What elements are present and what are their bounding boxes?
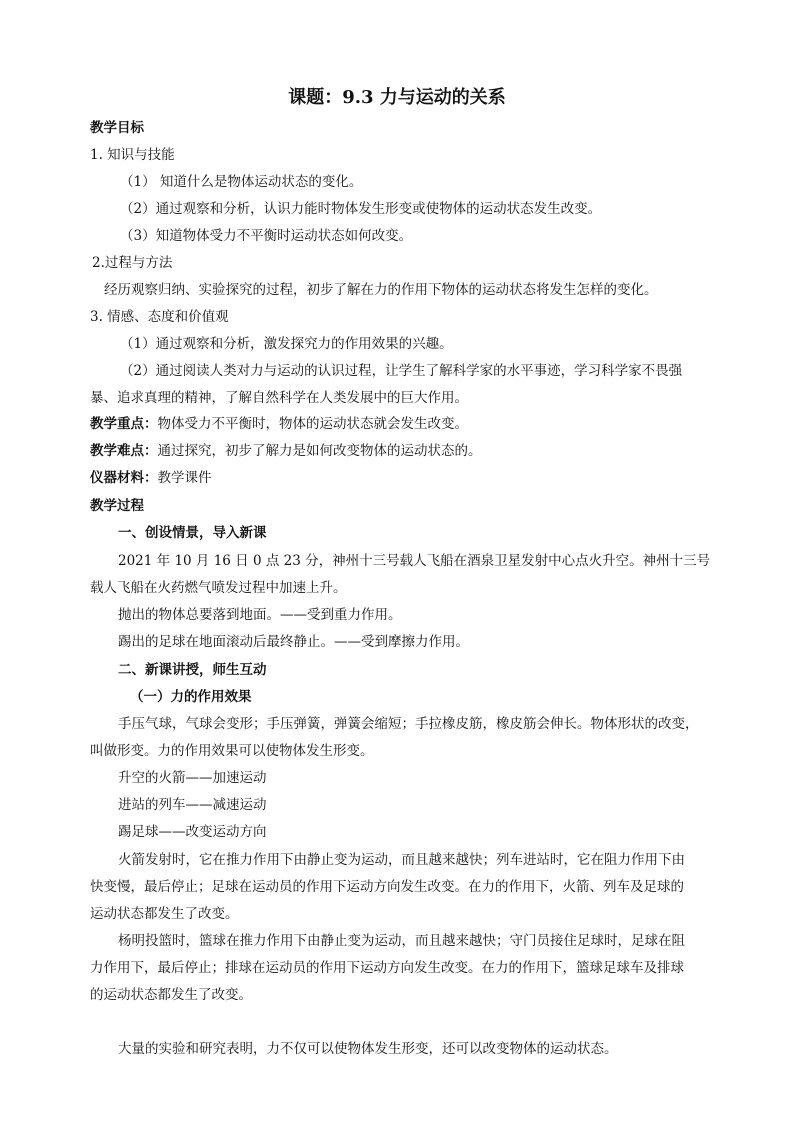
goal3-item-1: （1）通过观察和分析，激发探究力的作用效果的兴趣。 (120, 336, 453, 352)
section1-heading: 一、创设情景，导入新课 (118, 525, 267, 541)
goals-heading: 教学目标 (90, 120, 144, 136)
difficulty-label: 教学难点： (90, 443, 158, 459)
page-title: 课题：9.3 力与运动的关系 (288, 87, 506, 108)
section2-p1-line-2: 叫做形变。力的作用效果可以使物体发生形变。 (90, 743, 374, 759)
section2-subheading: （一）力的作用效果 (130, 689, 252, 705)
section1-p3: 踢出的足球在地面滚动后最终静止。——受到摩擦力作用。 (118, 634, 469, 650)
materials (90, 468, 212, 488)
process-heading: 教学过程 (90, 498, 144, 514)
goal3-item-2-line-2: 暴、追求真理的精神，了解自然科学在人类发展中的巨大作用。 (90, 390, 468, 406)
materials-label: 仪器材料： (90, 470, 158, 486)
section1-p1-line-1: 2021 年 10 月 16 日 0 点 23 分，神州十三号载人飞船在酒泉卫星发射中心点火升空。神州十三号 (118, 553, 711, 569)
section1-p1-line-2: 载人飞船在火药燃气喷发过程中加速上升。 (90, 580, 347, 596)
key-point-label: 教学重点： (90, 416, 158, 432)
section2-p2-line-1: 火箭发射时，它在推力作用下由静止变为运动，而且越来越快；列车进站时，它在阻力作用下由 (118, 852, 685, 868)
difficulty (90, 441, 482, 461)
section2-p3-line-2: 力作用下，最后停止；排球在运动员的作用下运动方向发生改变。在力的作用下，篮球足球车及排球 (90, 960, 684, 976)
section2-example-3: 踢足球——改变运动方向 (118, 824, 267, 840)
goal2-heading: 2.过程与方法 (92, 255, 173, 271)
key-point (90, 414, 468, 434)
section2-example-2: 进站的列车——减速运动 (118, 797, 267, 813)
section2-conclusion: 大量的实验和研究表明，力不仅可以使物体发生形变，还可以改变物体的运动状态。 (118, 1041, 618, 1057)
goal3-heading: 3. 情感、态度和价值观 (90, 309, 229, 325)
goal2-text: 经历观察归纳、实验探究的过程，初步了解在力的作用下物体的运动状态将发生怎样的变化。 (104, 282, 658, 298)
difficulty-text: 通过探究，初步了解力是如何改变物体的运动状态的。 (157, 443, 482, 459)
section2-heading: 二、新课讲授，师生互动 (118, 662, 267, 678)
section2-p1-line-1: 手压气球，气球会变形；手压弹簧，弹簧会缩短；手拉橡皮筋，橡皮筋会伸长。物体形状的改变， (118, 716, 699, 732)
section2-p3-line-3: 的运动状态都发生了改变。 (90, 987, 252, 1003)
goal3-item-2-line-1: （2）通过阅读人类对力与运动的认识过程，让学生了解科学家的水平事迹，学习科学家不畏强 (120, 363, 683, 379)
section2-example-1: 升空的火箭——加速运动 (118, 770, 267, 786)
goal1-heading: 1. 知识与技能 (90, 147, 175, 163)
goal1-item-3: （3）知道物体受力不平衡时运动状态如何改变。 (120, 228, 413, 244)
goal1-item-2: （2）通过观察和分析，认识力能时物体发生形变或使物体的运动状态发生改变。 (120, 201, 602, 217)
materials-text: 教学课件 (157, 470, 212, 486)
section1-p2: 抛出的物体总要落到地面。——受到重力作用。 (118, 607, 402, 623)
section2-p2-line-3: 运动状态都发生了改变。 (90, 906, 239, 922)
goal1-item-1: （1） 知道什么是物体运动状态的变化。 (120, 174, 363, 190)
section2-p2-line-2: 快变慢，最后停止；足球在运动员的作用下运动方向发生改变。在力的作用下，火箭、列车及足球的 (90, 879, 684, 895)
section2-p3-line-1: 杨明投篮时，篮球在推力作用下由静止变为运动，而且越来越快；守门员接住足球时，足球在阻 (118, 933, 685, 949)
key-point-text: 物体受力不平衡时，物体的运动状态就会发生改变。 (157, 416, 468, 432)
